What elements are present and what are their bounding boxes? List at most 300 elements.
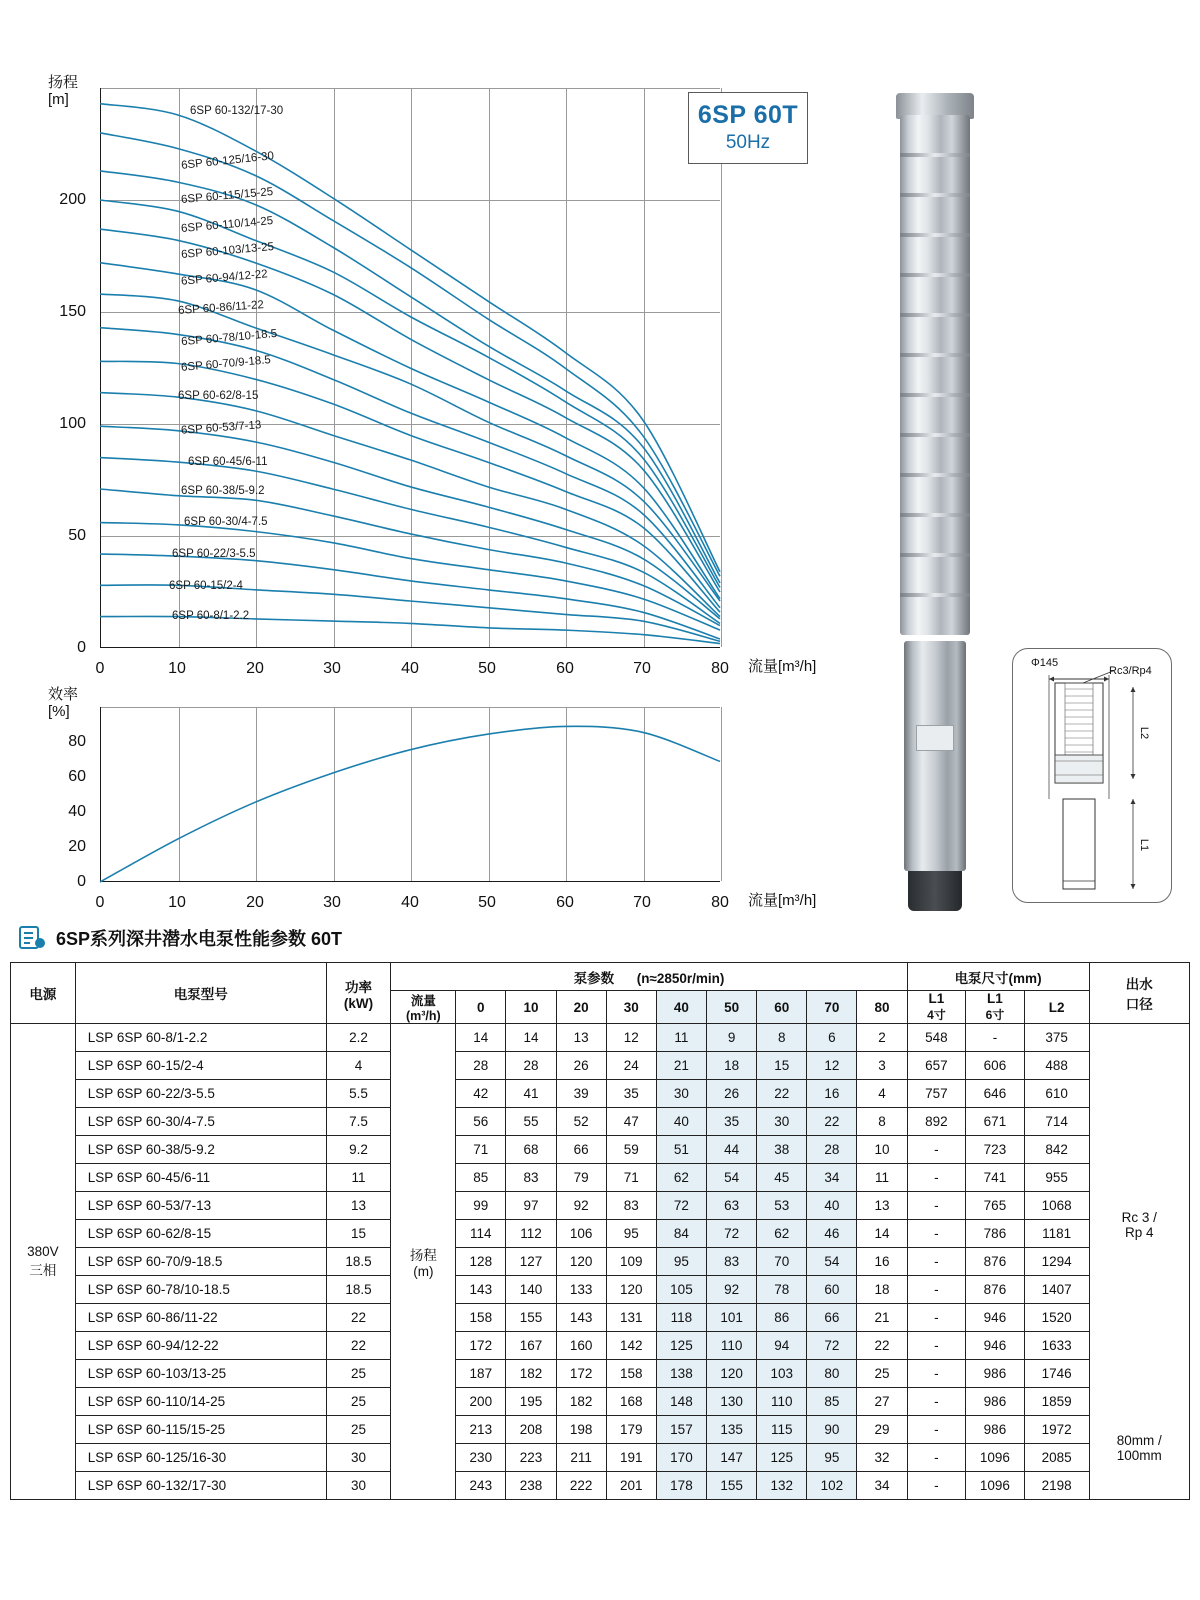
cell-head-50: 54 xyxy=(707,1164,757,1192)
cell-l2: 610 xyxy=(1024,1080,1089,1108)
pump-base xyxy=(908,871,962,911)
cell-head-0: 172 xyxy=(456,1332,506,1360)
cell-head-0: 187 xyxy=(456,1360,506,1388)
th-flow-20: 20 xyxy=(556,991,606,1024)
cell-head-50: 63 xyxy=(707,1192,757,1220)
cell-head-20: 172 xyxy=(556,1360,606,1388)
table-row xyxy=(11,1052,1190,1080)
cell-head-30: 201 xyxy=(606,1472,656,1500)
cell-l1-6inch: 876 xyxy=(966,1248,1025,1276)
cell-l1-6inch: 946 xyxy=(966,1304,1025,1332)
cell-l1-6inch: - xyxy=(966,1024,1025,1052)
cell-l1-6inch: 986 xyxy=(966,1360,1025,1388)
cell-l1-4inch: - xyxy=(907,1136,966,1164)
cell-head-20: 120 xyxy=(556,1248,606,1276)
cell-power-kw: 22 xyxy=(326,1304,391,1332)
th-flow-10: 10 xyxy=(506,991,556,1024)
cell-head-60: 30 xyxy=(757,1108,807,1136)
eff-ytick-60: 60 xyxy=(68,768,86,785)
th-flow-80: 80 xyxy=(857,991,907,1024)
cell-head-50: 101 xyxy=(707,1304,757,1332)
cell-head-10: 28 xyxy=(506,1052,556,1080)
cell-model: LSP 6SP 60-115/15-25 xyxy=(75,1416,326,1444)
cell-power-kw: 30 xyxy=(326,1444,391,1472)
th-l1-4inch: L1 4寸 xyxy=(907,991,966,1024)
cell-l1-4inch: 892 xyxy=(907,1108,966,1136)
curve-label-9: 6SP 60-62/8-15 xyxy=(178,390,259,402)
cell-model: LSP 6SP 60-38/5-9.2 xyxy=(75,1136,326,1164)
table-row xyxy=(11,1164,1190,1192)
table-row xyxy=(11,1472,1190,1500)
cell-head-70: 28 xyxy=(807,1136,857,1164)
cell-head-70: 46 xyxy=(807,1220,857,1248)
dim-thread-label: Rc3/Rp4 xyxy=(1109,665,1152,677)
cell-head-30: 24 xyxy=(606,1052,656,1080)
head-ytick-200: 200 xyxy=(59,191,86,208)
cell-model: LSP 6SP 60-132/17-30 xyxy=(75,1472,326,1500)
th-flow-70: 70 xyxy=(807,991,857,1024)
cell-head-50: 9 xyxy=(707,1024,757,1052)
cell-model: LSP 6SP 60-45/6-11 xyxy=(75,1164,326,1192)
cell-head-60: 78 xyxy=(757,1276,807,1304)
cell-head-80: 22 xyxy=(857,1332,907,1360)
cell-head-10: 238 xyxy=(506,1472,556,1500)
table-row xyxy=(11,1080,1190,1108)
cell-head-10: 208 xyxy=(506,1416,556,1444)
cell-power-kw: 30 xyxy=(326,1472,391,1500)
table-row xyxy=(11,1192,1190,1220)
head-axis-label: 扬程 [m] xyxy=(48,74,79,108)
cell-head-10: 41 xyxy=(506,1080,556,1108)
cell-head-30: 109 xyxy=(606,1248,656,1276)
cell-model: LSP 6SP 60-22/3-5.5 xyxy=(75,1080,326,1108)
cell-head-30: 168 xyxy=(606,1388,656,1416)
cell-head-0: 71 xyxy=(456,1136,506,1164)
cell-head-30: 47 xyxy=(606,1108,656,1136)
cell-head-0: 99 xyxy=(456,1192,506,1220)
cell-head-40: 95 xyxy=(656,1248,706,1276)
cell-head-80: 27 xyxy=(857,1388,907,1416)
cell-head-30: 12 xyxy=(606,1024,656,1052)
cell-l1-6inch: 876 xyxy=(966,1276,1025,1304)
efficiency-chart-plot xyxy=(100,707,720,882)
cell-l2: 375 xyxy=(1024,1024,1089,1052)
cell-head-10: 83 xyxy=(506,1164,556,1192)
head-ytick-150: 150 xyxy=(59,303,86,320)
head-xtick-20: 20 xyxy=(246,660,264,677)
th-outlet: 出水 口径 xyxy=(1089,963,1190,1024)
cell-head-30: 179 xyxy=(606,1416,656,1444)
cell-head-30: 120 xyxy=(606,1276,656,1304)
cell-head-80: 13 xyxy=(857,1192,907,1220)
head-ytick-100: 100 xyxy=(59,415,86,432)
cell-head-70: 85 xyxy=(807,1388,857,1416)
cell-head-70: 72 xyxy=(807,1332,857,1360)
cell-l2: 488 xyxy=(1024,1052,1089,1080)
cell-head-20: 92 xyxy=(556,1192,606,1220)
cell-l1-6inch: 723 xyxy=(966,1136,1025,1164)
head-ytick-50: 50 xyxy=(68,527,86,544)
motor-nameplate xyxy=(916,725,954,751)
cell-head-20: 198 xyxy=(556,1416,606,1444)
cell-l1-4inch: - xyxy=(907,1388,966,1416)
cell-l1-4inch: - xyxy=(907,1444,966,1472)
table-row xyxy=(11,1024,1190,1052)
cell-l1-4inch: - xyxy=(907,1416,966,1444)
cell-head-30: 142 xyxy=(606,1332,656,1360)
dimension-drawing xyxy=(1012,648,1172,903)
cell-head-30: 71 xyxy=(606,1164,656,1192)
cell-head-40: 62 xyxy=(656,1164,706,1192)
cell-model: LSP 6SP 60-103/13-25 xyxy=(75,1360,326,1388)
cell-power-kw: 18.5 xyxy=(326,1248,391,1276)
cell-head-40: 178 xyxy=(656,1472,706,1500)
cell-l2: 2198 xyxy=(1024,1472,1089,1500)
cell-power-kw: 5.5 xyxy=(326,1080,391,1108)
cell-power-kw: 4 xyxy=(326,1052,391,1080)
eff-ytick-40: 40 xyxy=(68,803,86,820)
cell-l1-6inch: 986 xyxy=(966,1388,1025,1416)
cell-head-60: 86 xyxy=(757,1304,807,1332)
cell-head-40: 30 xyxy=(656,1080,706,1108)
cell-model: LSP 6SP 60-70/9-18.5 xyxy=(75,1248,326,1276)
cell-head-80: 14 xyxy=(857,1220,907,1248)
cell-l1-4inch: - xyxy=(907,1360,966,1388)
cell-l1-6inch: 946 xyxy=(966,1332,1025,1360)
th-l2: L2 xyxy=(1024,991,1089,1024)
cell-head-10: 167 xyxy=(506,1332,556,1360)
table-row xyxy=(11,1220,1190,1248)
cell-head-60: 125 xyxy=(757,1444,807,1472)
cell-head-50: 35 xyxy=(707,1108,757,1136)
cell-head-20: 211 xyxy=(556,1444,606,1472)
cell-head-20: 133 xyxy=(556,1276,606,1304)
cell-head-40: 125 xyxy=(656,1332,706,1360)
cell-head-60: 103 xyxy=(757,1360,807,1388)
cell-head-60: 53 xyxy=(757,1192,807,1220)
cell-head-60: 22 xyxy=(757,1080,807,1108)
cell-head-60: 110 xyxy=(757,1388,807,1416)
cell-head-60: 115 xyxy=(757,1416,807,1444)
cell-head-0: 158 xyxy=(456,1304,506,1332)
curve-label-16: 6SP 60-8/1-2.2 xyxy=(172,610,250,622)
pump-photo xyxy=(880,85,990,895)
th-power-kw: 功率 (kW) xyxy=(326,963,391,1024)
head-xtick-30: 30 xyxy=(323,660,341,677)
cell-head-10: 182 xyxy=(506,1360,556,1388)
cell-head-60: 8 xyxy=(757,1024,807,1052)
cell-l2: 842 xyxy=(1024,1136,1089,1164)
cell-head-70: 54 xyxy=(807,1248,857,1276)
pump-motor xyxy=(904,641,966,871)
dim-l1-label: L1 xyxy=(1138,838,1151,852)
cell-head-60: 94 xyxy=(757,1332,807,1360)
cell-head-20: 66 xyxy=(556,1136,606,1164)
cell-head-30: 158 xyxy=(606,1360,656,1388)
cell-power-kw: 7.5 xyxy=(326,1108,391,1136)
cell-head-70: 80 xyxy=(807,1360,857,1388)
cell-head-80: 3 xyxy=(857,1052,907,1080)
cell-head-80: 4 xyxy=(857,1080,907,1108)
head-x-axis-label: 流量[m³/h] xyxy=(748,658,817,675)
cell-power-kw: 25 xyxy=(326,1360,391,1388)
curve-label-10: 6SP 60-53/7-13 xyxy=(180,419,262,437)
cell-head-30: 59 xyxy=(606,1136,656,1164)
table-row xyxy=(11,1248,1190,1276)
cell-l2: 2085 xyxy=(1024,1444,1089,1472)
curve-label-4: 6SP 60-103/13-25 xyxy=(180,240,275,262)
cell-l2: 1972 xyxy=(1024,1416,1089,1444)
eff-ytick-20: 20 xyxy=(68,838,86,855)
table-row xyxy=(11,1304,1190,1332)
curve-label-3: 6SP 60-110/14-25 xyxy=(180,215,274,235)
cell-head-20: 39 xyxy=(556,1080,606,1108)
cell-l1-4inch: - xyxy=(907,1304,966,1332)
cell-head-50: 92 xyxy=(707,1276,757,1304)
eff-ytick-0: 0 xyxy=(77,873,86,890)
th-pump-params: 泵参数 (n≈2850r/min) xyxy=(391,963,907,991)
eff-axis-label: 效率 [%] xyxy=(48,686,79,720)
cell-head-40: 72 xyxy=(656,1192,706,1220)
cell-head-50: 18 xyxy=(707,1052,757,1080)
cell-head-40: 51 xyxy=(656,1136,706,1164)
cell-model: LSP 6SP 60-30/4-7.5 xyxy=(75,1108,326,1136)
cell-head-60: 70 xyxy=(757,1248,807,1276)
cell-l1-4inch: - xyxy=(907,1192,966,1220)
table-row xyxy=(11,1276,1190,1304)
th-flow-0: 0 xyxy=(456,991,506,1024)
eff-xtick-50: 50 xyxy=(478,894,496,911)
cell-model: LSP 6SP 60-78/10-18.5 xyxy=(75,1276,326,1304)
cell-head-20: 143 xyxy=(556,1304,606,1332)
cell-l1-6inch: 646 xyxy=(966,1080,1025,1108)
dimension-drawing-svg xyxy=(1013,649,1173,904)
eff-xtick-40: 40 xyxy=(401,894,419,911)
cell-head-0: 128 xyxy=(456,1248,506,1276)
cell-l1-4inch: - xyxy=(907,1276,966,1304)
badge-frequency: 50Hz xyxy=(725,132,771,153)
cell-l2: 714 xyxy=(1024,1108,1089,1136)
cell-head-40: 138 xyxy=(656,1360,706,1388)
eff-xtick-20: 20 xyxy=(246,894,264,911)
cell-model: LSP 6SP 60-8/1-2.2 xyxy=(75,1024,326,1052)
curve-label-5: 6SP 60-94/12-22 xyxy=(180,268,269,288)
cell-l1-6inch: 986 xyxy=(966,1416,1025,1444)
eff-x-axis-label: 流量[m³/h] xyxy=(748,892,817,909)
head-xtick-80: 80 xyxy=(711,660,729,677)
eff-ytick-80: 80 xyxy=(68,733,86,750)
cell-head-10: 127 xyxy=(506,1248,556,1276)
cell-l2: 1746 xyxy=(1024,1360,1089,1388)
table-row xyxy=(11,1136,1190,1164)
cell-head-0: 243 xyxy=(456,1472,506,1500)
cell-head-0: 114 xyxy=(456,1220,506,1248)
cell-l2: 1068 xyxy=(1024,1192,1089,1220)
cell-head-10: 155 xyxy=(506,1304,556,1332)
cell-head-20: 106 xyxy=(556,1220,606,1248)
cell-outlet-size: Rc 3 / Rp 4 80mm / 100mm xyxy=(1089,1024,1190,1500)
cell-head-80: 16 xyxy=(857,1248,907,1276)
cell-power-kw: 25 xyxy=(326,1416,391,1444)
cell-head-80: 2 xyxy=(857,1024,907,1052)
cell-head-70: 40 xyxy=(807,1192,857,1220)
cell-power-kw: 15 xyxy=(326,1220,391,1248)
curve-label-0: 6SP 60-132/17-30 xyxy=(190,105,284,117)
cell-head-80: 25 xyxy=(857,1360,907,1388)
cell-l1-6inch: 1096 xyxy=(966,1444,1025,1472)
cell-head-50: 83 xyxy=(707,1248,757,1276)
cell-head-30: 35 xyxy=(606,1080,656,1108)
head-xtick-50: 50 xyxy=(478,660,496,677)
cell-l2: 1633 xyxy=(1024,1332,1089,1360)
cell-head-10: 140 xyxy=(506,1276,556,1304)
cell-head-50: 130 xyxy=(707,1388,757,1416)
cell-model: LSP 6SP 60-86/11-22 xyxy=(75,1304,326,1332)
cell-head-60: 15 xyxy=(757,1052,807,1080)
cell-l1-4inch: - xyxy=(907,1472,966,1500)
cell-power-source: 380V 三相 xyxy=(11,1024,76,1500)
document-icon xyxy=(18,925,46,951)
cell-l1-4inch: - xyxy=(907,1332,966,1360)
cell-head-10: 55 xyxy=(506,1108,556,1136)
table-row xyxy=(11,1416,1190,1444)
curve-label-6: 6SP 60-86/11-22 xyxy=(177,299,265,317)
eff-xtick-10: 10 xyxy=(168,894,186,911)
head-ytick-0: 0 xyxy=(77,639,86,656)
th-power-source: 电源 xyxy=(11,963,76,1024)
cell-l1-4inch: 757 xyxy=(907,1080,966,1108)
cell-head-70: 66 xyxy=(807,1304,857,1332)
th-flow-60: 60 xyxy=(757,991,807,1024)
cell-head-10: 97 xyxy=(506,1192,556,1220)
cell-model: LSP 6SP 60-53/7-13 xyxy=(75,1192,326,1220)
curve-label-12: 6SP 60-38/5-9.2 xyxy=(181,485,265,497)
cell-head-80: 18 xyxy=(857,1276,907,1304)
cell-l2: 1520 xyxy=(1024,1304,1089,1332)
cell-head-40: 21 xyxy=(656,1052,706,1080)
cell-model: LSP 6SP 60-15/2-4 xyxy=(75,1052,326,1080)
cell-head-30: 131 xyxy=(606,1304,656,1332)
head-xtick-60: 60 xyxy=(556,660,574,677)
dim-diameter-label: Φ145 xyxy=(1031,657,1059,669)
cell-head-40: 170 xyxy=(656,1444,706,1472)
cell-head-60: 132 xyxy=(757,1472,807,1500)
cell-head-0: 56 xyxy=(456,1108,506,1136)
curve-label-8: 6SP 60-70/9-18.5 xyxy=(180,354,272,374)
cell-head-50: 110 xyxy=(707,1332,757,1360)
curve-label-7: 6SP 60-78/10-18.5 xyxy=(180,327,278,349)
head-xtick-0: 0 xyxy=(95,660,105,677)
table-header xyxy=(11,963,1190,1024)
eff-xtick-70: 70 xyxy=(633,894,651,911)
cell-head-0: 143 xyxy=(456,1276,506,1304)
cell-l2: 1294 xyxy=(1024,1248,1089,1276)
cell-l1-6inch: 606 xyxy=(966,1052,1025,1080)
cell-head-40: 11 xyxy=(656,1024,706,1052)
cell-power-kw: 22 xyxy=(326,1332,391,1360)
cell-head-0: 213 xyxy=(456,1416,506,1444)
th-model: 电泵型号 xyxy=(75,963,326,1024)
cell-head-80: 11 xyxy=(857,1164,907,1192)
cell-l2: 1407 xyxy=(1024,1276,1089,1304)
cell-power-kw: 11 xyxy=(326,1164,391,1192)
cell-l1-4inch: 548 xyxy=(907,1024,966,1052)
cell-head-40: 84 xyxy=(656,1220,706,1248)
table-row xyxy=(11,1332,1190,1360)
cell-head-50: 44 xyxy=(707,1136,757,1164)
cell-head-30: 83 xyxy=(606,1192,656,1220)
cell-model: LSP 6SP 60-125/16-30 xyxy=(75,1444,326,1472)
cell-model: LSP 6SP 60-62/8-15 xyxy=(75,1220,326,1248)
cell-head-70: 102 xyxy=(807,1472,857,1500)
cell-head-70: 22 xyxy=(807,1108,857,1136)
cell-head-0: 14 xyxy=(456,1024,506,1052)
th-flow-50: 50 xyxy=(707,991,757,1024)
head-xtick-40: 40 xyxy=(401,660,419,677)
cell-l1-4inch: - xyxy=(907,1220,966,1248)
cell-head-unit: 扬程 (m) xyxy=(391,1024,456,1500)
cell-head-20: 52 xyxy=(556,1108,606,1136)
cell-head-0: 200 xyxy=(456,1388,506,1416)
cell-head-80: 8 xyxy=(857,1108,907,1136)
cell-power-kw: 13 xyxy=(326,1192,391,1220)
cell-head-50: 26 xyxy=(707,1080,757,1108)
th-flow-30: 30 xyxy=(606,991,656,1024)
cell-head-70: 90 xyxy=(807,1416,857,1444)
cell-l1-6inch: 671 xyxy=(966,1108,1025,1136)
cell-head-70: 95 xyxy=(807,1444,857,1472)
cell-head-60: 38 xyxy=(757,1136,807,1164)
cell-head-10: 68 xyxy=(506,1136,556,1164)
cell-head-10: 195 xyxy=(506,1388,556,1416)
cell-head-50: 120 xyxy=(707,1360,757,1388)
cell-head-0: 85 xyxy=(456,1164,506,1192)
cell-head-40: 105 xyxy=(656,1276,706,1304)
cell-head-10: 14 xyxy=(506,1024,556,1052)
cell-l2: 1859 xyxy=(1024,1388,1089,1416)
head-xtick-10: 10 xyxy=(168,660,186,677)
cell-head-70: 16 xyxy=(807,1080,857,1108)
cell-l1-4inch: - xyxy=(907,1248,966,1276)
eff-xtick-30: 30 xyxy=(323,894,341,911)
table-row xyxy=(11,1444,1190,1472)
cell-head-30: 95 xyxy=(606,1220,656,1248)
cell-l1-6inch: 1096 xyxy=(966,1472,1025,1500)
cell-head-70: 60 xyxy=(807,1276,857,1304)
curve-label-14: 6SP 60-22/3-5.5 xyxy=(172,548,256,560)
cell-head-80: 29 xyxy=(857,1416,907,1444)
cell-head-20: 160 xyxy=(556,1332,606,1360)
table-body xyxy=(11,1024,1190,1500)
cell-l2: 955 xyxy=(1024,1164,1089,1192)
cell-head-70: 12 xyxy=(807,1052,857,1080)
cell-head-60: 62 xyxy=(757,1220,807,1248)
cell-head-40: 157 xyxy=(656,1416,706,1444)
cell-power-kw: 25 xyxy=(326,1388,391,1416)
cell-power-kw: 18.5 xyxy=(326,1276,391,1304)
eff-xtick-60: 60 xyxy=(556,894,574,911)
cell-head-80: 10 xyxy=(857,1136,907,1164)
table-title-block xyxy=(18,925,342,951)
cell-head-70: 6 xyxy=(807,1024,857,1052)
cell-head-60: 45 xyxy=(757,1164,807,1192)
cell-head-20: 222 xyxy=(556,1472,606,1500)
cell-l1-4inch: - xyxy=(907,1164,966,1192)
cell-l2: 1181 xyxy=(1024,1220,1089,1248)
cell-l1-6inch: 765 xyxy=(966,1192,1025,1220)
cell-head-50: 147 xyxy=(707,1444,757,1472)
eff-xtick-0: 0 xyxy=(95,894,105,911)
